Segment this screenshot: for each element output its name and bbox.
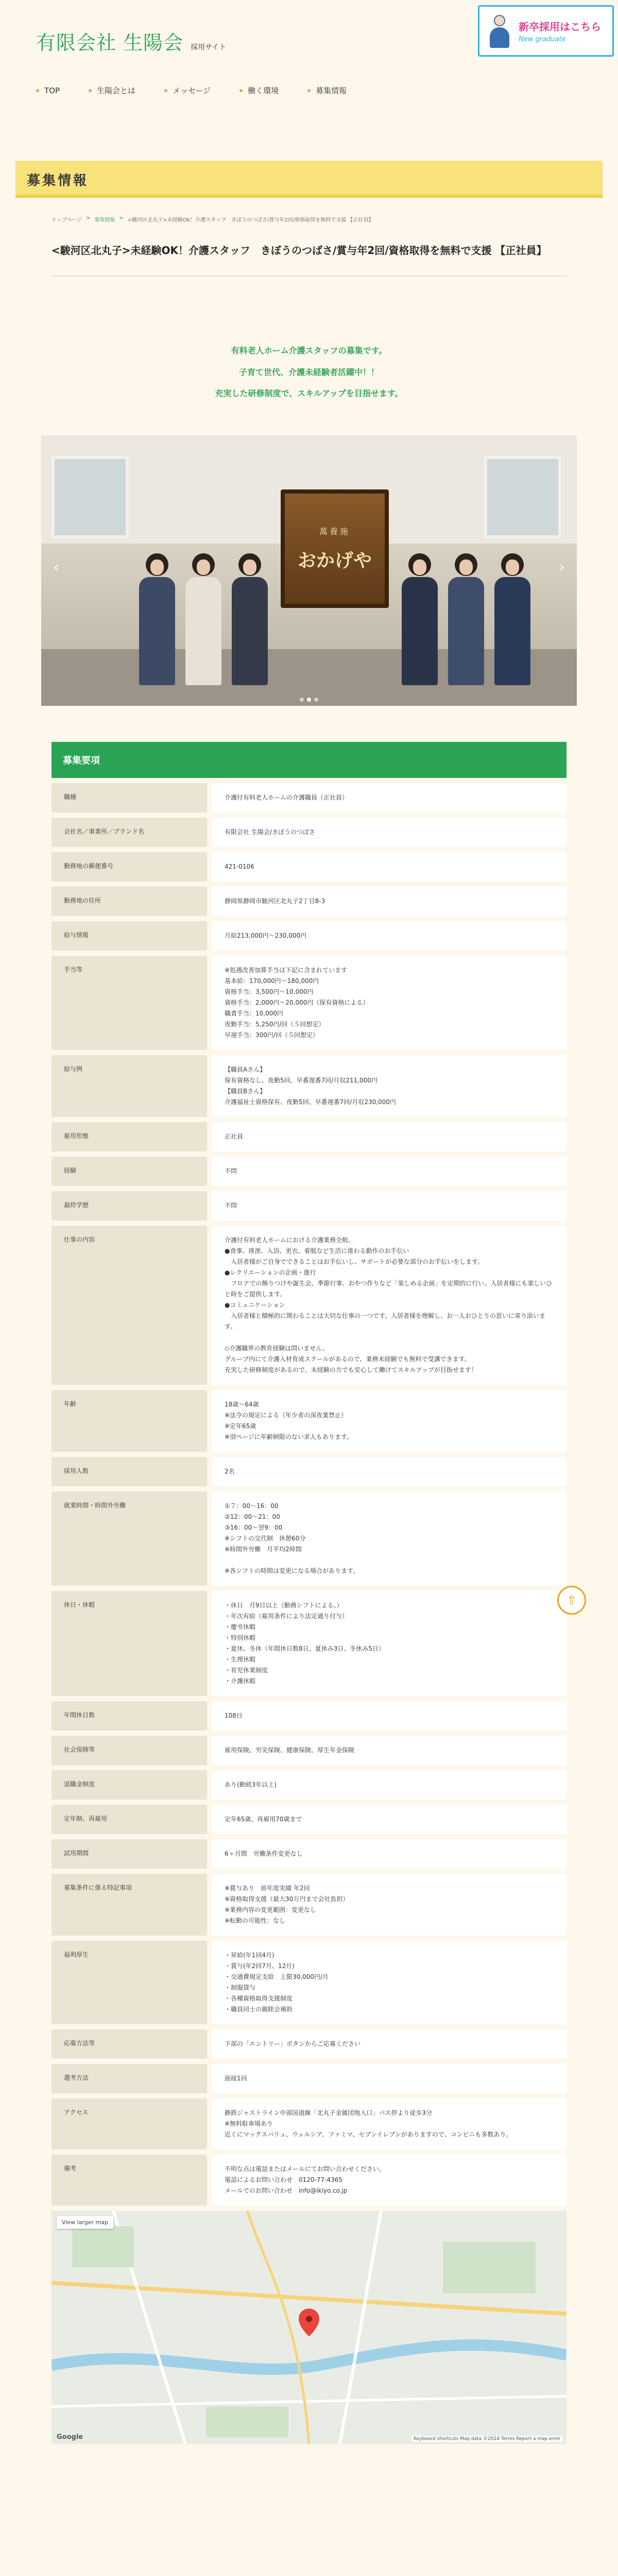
graduate-button-label: 新卒採用はこちら xyxy=(519,21,601,33)
arrow-up-icon: ⇧ xyxy=(566,1593,577,1607)
requirement-row xyxy=(52,1874,566,1936)
nav-item-message[interactable]: メッセージ xyxy=(164,85,211,96)
requirement-label: 応募方法等 xyxy=(52,2029,207,2059)
requirement-row xyxy=(52,1055,566,1117)
requirement-value: 【職員Aさん】 保有資格なし、夜勤5回、早番遅番7回/月収211,000円 【職員Bさん】 介護福祉士資格保有、夜勤5回、早番遅番7回/月収230,000円 xyxy=(212,1055,566,1117)
requirements-heading: 募集要項 xyxy=(52,742,566,778)
requirement-row xyxy=(52,1226,566,1385)
requirement-row xyxy=(52,852,566,882)
requirement-value: 421-0106 xyxy=(212,852,566,882)
requirement-row xyxy=(52,1805,566,1834)
requirements-table xyxy=(52,783,566,2206)
requirement-value: 有限会社 生陽会/きぼうのつばさ xyxy=(212,818,566,847)
requirement-row xyxy=(52,1122,566,1151)
staff-person xyxy=(494,553,530,685)
requirement-value: 介護付有料老人ホームの介護職員（正社員） xyxy=(212,783,566,812)
requirement-value: 静岡県静岡市駿河区北丸子2丁目8-3 xyxy=(212,887,566,916)
requirement-value: 下部の「エントリー」ボタンからご応募ください xyxy=(212,2029,566,2059)
staff-person xyxy=(232,553,268,685)
brand[interactable] xyxy=(36,27,226,55)
nav-item-about[interactable]: 生陽会とは xyxy=(89,85,135,96)
requirement-label: 選考方法 xyxy=(52,2064,207,2093)
requirement-value: 2名 xyxy=(212,1457,566,1486)
requirement-value: 不明な点は電話またはメールにてお問い合わせください。 電話によるお問い合わせ 0120-77-4365 メールでのお問い合わせ info@ikiyo.co.jp xyxy=(212,2155,566,2206)
requirement-label: 雇用形態 xyxy=(52,1122,207,1151)
page-title: 募集情報 xyxy=(27,173,89,189)
requirement-label: 職種 xyxy=(52,783,207,812)
requirement-value: ※賞与あり 前年度実績 年2回 ※資格取得支援（最大30万円まで会社負担） ※業務内容の変更範囲：変更なし ※転勤の可能性：なし xyxy=(212,1874,566,1936)
brand-name[interactable]: 有限会社 生陽会 xyxy=(36,31,184,54)
requirement-value: 正社員 xyxy=(212,1122,566,1151)
page-top-button[interactable] xyxy=(557,1586,586,1615)
bullet-icon xyxy=(307,89,311,92)
requirement-row xyxy=(52,1191,566,1221)
requirement-value: ※処遇改善加算手当は下記に含まれています 基本給：170,000円〜180,000円 資格手当：3,500円〜10,000円 資格手当：2,000円〜20,000円（保有資格による） 職責手当：10,000円 夜勤手当：5,250円/回（５回想定） 早遅手当：300円/回（５回想定） xyxy=(212,956,566,1050)
requirement-label: 退職金制度 xyxy=(52,1770,207,1800)
requirement-row xyxy=(52,783,566,812)
requirement-value: 介護付有料老人ホームにおける介護業務全般。 ●食事、排泄、入浴、更衣、着脱など生活に係わる動作のお手伝い 入居者様がご自身でできることはお手伝いし、サポートが必要な部分のお手伝いをします。 ●レクリエーションの企画・進行 フロアでの飾りつけや誕生会、季節行事、おやつ作りなど「楽しめる企画」を定期的に行い、入居者様にも楽しいひと時をご提供します。 ●コミュニケーション 入居者様と積極的に関わることは大切な仕事の一つです。入居者様を理解し、お一人おひとりの思いに寄り添います。 ◇介護職界の教育経験は問いません。 グループ内にて介護入材育成スクールがあるので、業務未経験でも無料で受講できます。 充実した研修制度があるので、未経験の方でも安心して働けてスキルアップが目指せます！ xyxy=(212,1226,566,1385)
breadcrumb-recruit[interactable]: 募集情報 xyxy=(94,217,115,223)
requirement-row xyxy=(52,956,566,1050)
requirement-label: 試用期間 xyxy=(52,1839,207,1869)
requirement-row xyxy=(52,1457,566,1486)
student-icon xyxy=(487,13,511,49)
requirement-row xyxy=(52,887,566,916)
requirement-value: あり(勤続3年以上) xyxy=(212,1770,566,1800)
requirement-row xyxy=(52,921,566,951)
staff-person xyxy=(185,553,221,685)
graduate-recruit-button[interactable] xyxy=(478,5,614,57)
job-title: <駿河区北丸子>未経験OK！介護スタッフ きぼうのつばさ/賞与年2回/資格取得を無料で支援 【正社員】 xyxy=(52,244,547,257)
map-canvas[interactable] xyxy=(52,2211,566,2444)
requirement-label: 会社名／事業所／ブランド名 xyxy=(52,818,207,847)
requirement-label: 募集条件に係る特記事項 xyxy=(52,1874,207,1936)
nav-item-recruit[interactable]: 募集情報 xyxy=(307,85,347,96)
requirement-row xyxy=(52,1736,566,1765)
requirement-value: ・昇給(年1回4月) ・賞与(年2回7月、12月) ・交通費規定支給 上限30,000円/月 ・制服貸与 ・各種資格取得支援制度 ・職員同士の親睦会補助 xyxy=(212,1941,566,2024)
requirement-label: 社会保険等 xyxy=(52,1736,207,1765)
global-nav xyxy=(36,85,347,96)
page-title-band xyxy=(15,161,603,198)
requirements-section xyxy=(52,742,566,2444)
staff-person xyxy=(402,553,438,685)
requirement-row xyxy=(52,1770,566,1800)
requirement-label: 定年制、再雇用 xyxy=(52,1805,207,1834)
requirement-row xyxy=(52,1591,566,1696)
requirement-label: 仕事の内容 xyxy=(52,1226,207,1385)
breadcrumb-home[interactable]: トップページ xyxy=(52,217,82,223)
breadcrumb-sep: > xyxy=(86,215,91,221)
requirement-label: 福利厚生 xyxy=(52,1941,207,2024)
slider-dots xyxy=(300,698,318,702)
staff-photo-slider[interactable] xyxy=(41,435,577,706)
site-header xyxy=(0,0,618,85)
next-arrow-icon[interactable]: › xyxy=(559,558,565,575)
requirement-value: 静鉄ジャストライン中部国道線「北丸子金属団地入口」バス停より徒歩3分 ※無料駐車場あり 近くにマックスバリュ、ウェルシア、ファミマ、セブンイレブンがありますので、コンビニも多数あり。 xyxy=(212,2098,566,2149)
lead-line: 有料老人ホーム介護スタッフの募集です。 xyxy=(231,346,387,355)
staff-person xyxy=(448,553,484,685)
requirement-row xyxy=(52,2029,566,2059)
requirement-label: 備考 xyxy=(52,2155,207,2206)
requirement-row xyxy=(52,2064,566,2093)
requirement-row xyxy=(52,818,566,847)
requirement-row xyxy=(52,1492,566,1586)
requirement-row xyxy=(52,1941,566,2024)
slider-dot[interactable] xyxy=(314,698,318,702)
slider-dot[interactable] xyxy=(300,698,304,702)
map-footer[interactable]: Keyboard shortcuts Map data ©2024 Terms Report a map error xyxy=(411,2436,562,2442)
requirement-row xyxy=(52,1839,566,1869)
requirement-row xyxy=(52,2098,566,2149)
sign-top-text: 萬養施 xyxy=(319,527,350,536)
requirement-row xyxy=(52,2155,566,2206)
lead-text xyxy=(52,340,566,404)
bullet-icon xyxy=(89,89,92,92)
nav-item-environment[interactable]: 働く環境 xyxy=(239,85,279,96)
lead-line: 充実した研修制度で、スキルアップを目指せます。 xyxy=(215,388,403,399)
google-map[interactable] xyxy=(52,2211,566,2444)
requirement-value: 不問 xyxy=(212,1157,566,1186)
requirement-label: 最終学歴 xyxy=(52,1191,207,1221)
requirement-label: 手当等 xyxy=(52,956,207,1050)
requirement-value: 6ヶ月間 労働条件変更なし xyxy=(212,1839,566,1869)
bullet-icon xyxy=(239,89,243,92)
photo-window xyxy=(484,456,561,538)
google-logo: Google xyxy=(57,2433,83,2441)
staff-person xyxy=(139,553,175,685)
requirement-value: ①７：00〜16：00 ②12：00〜21：00 ③16：00〜翌9：00 ※シフトの交代制 休憩60分 ※時間外労働 月平均2時間 ※各シフトの時間は変更になる場合があります。 xyxy=(212,1492,566,1586)
requirement-label: 給与例 xyxy=(52,1055,207,1117)
requirement-value: 108日 xyxy=(212,1701,566,1731)
requirement-label: 就業時間・時間外労働 xyxy=(52,1492,207,1586)
view-larger-map-button[interactable]: View larger map xyxy=(57,2216,113,2229)
requirement-value: ・休日 月9日以上（勤務シフトによる。） ・年次有給（雇用条件により法定通り付与） ・慶弔休暇 ・特別休暇 ・夏休、冬休（年間休日数8日、夏休み3日、冬休み5日） ・生理休暇 ・育児休業制度 ・介護休暇 xyxy=(212,1591,566,1696)
requirement-label: 勤務地の住所 xyxy=(52,887,207,916)
requirement-row xyxy=(52,1157,566,1186)
requirement-label: 採用人数 xyxy=(52,1457,207,1486)
requirement-value: 面接1回 xyxy=(212,2064,566,2093)
graduate-button-sub: New graduate xyxy=(519,36,566,43)
slider-dot-active[interactable] xyxy=(307,698,311,702)
requirement-label: 給与情報 xyxy=(52,921,207,951)
prev-arrow-icon[interactable]: ‹ xyxy=(53,558,59,575)
requirement-value: 雇用保険、労災保険、健康保険、厚生年金保険 xyxy=(212,1736,566,1765)
requirement-label: 休日・休暇 xyxy=(52,1591,207,1696)
breadcrumb-current: <駿河区北丸子>未経験OK！介護スタッフ きぼうのつばさ/賞与年2回/資格取得を無料で支援 【正社員】 xyxy=(127,217,374,223)
requirement-value: 月給213,000円〜230,000円 xyxy=(212,921,566,951)
requirement-label: 経験 xyxy=(52,1157,207,1186)
requirement-row xyxy=(52,1701,566,1731)
requirement-value: 18歳〜64歳 ※法令の規定による（年少者の深夜業禁止） ※定年65歳 ※別ページに年齢制限のない求人もあります。 xyxy=(212,1390,566,1452)
nav-item-top[interactable]: TOP xyxy=(36,86,60,95)
requirement-label: 勤務地の郵便番号 xyxy=(52,852,207,882)
requirement-value: 不問 xyxy=(212,1191,566,1221)
wooden-sign xyxy=(281,489,389,608)
breadcrumb xyxy=(52,215,373,223)
photo-window xyxy=(52,456,129,538)
requirement-value: 定年65歳、再雇用70歳まで xyxy=(212,1805,566,1834)
requirement-label: 年間休日数 xyxy=(52,1701,207,1731)
requirement-label: 年齢 xyxy=(52,1390,207,1452)
breadcrumb-sep: > xyxy=(119,215,124,221)
bullet-icon xyxy=(164,89,167,92)
bullet-icon xyxy=(36,89,39,92)
sign-main-text: おかげや xyxy=(297,550,372,571)
requirement-label: アクセス xyxy=(52,2098,207,2149)
requirement-row xyxy=(52,1390,566,1452)
brand-sub: 採用サイト xyxy=(191,43,227,52)
lead-line: 子育て世代、介護未経験者活躍中！！ xyxy=(238,367,379,377)
